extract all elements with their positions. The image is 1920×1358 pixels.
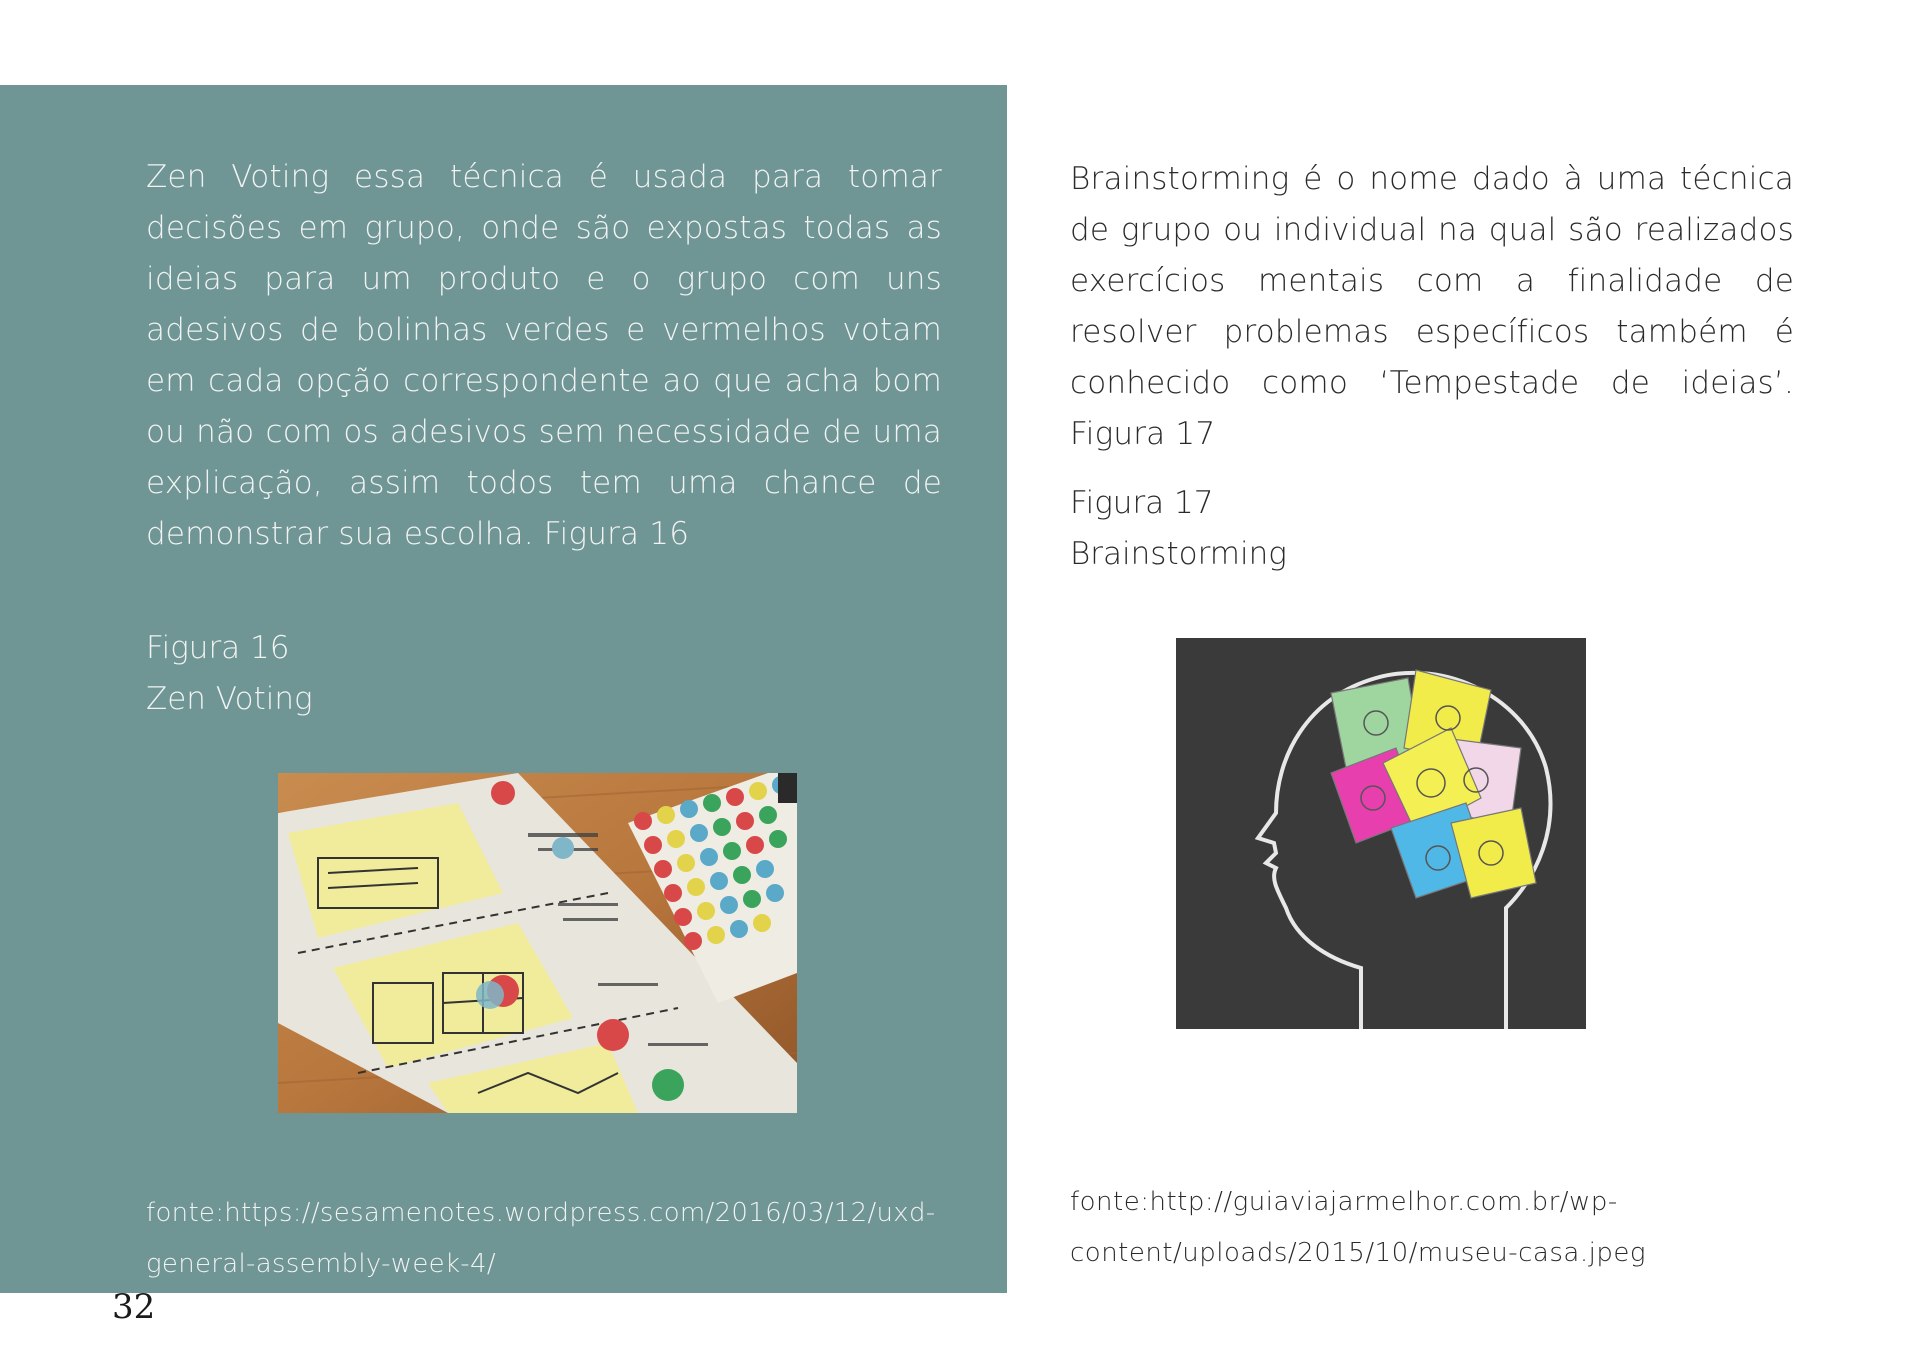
figure-16-source: fonte:https://sesamenotes.wordpress.com/2016/03/12/uxd-general-assembly-week-4/ — [146, 1198, 936, 1279]
brainstorming-paragraph: Brainstorming é o nome dado à uma técnica de grupo ou individual na qual são realizados exercícios mentais com a finalidade de resolver problemas específicos também é conhecido como ‘Tempestade de ideias’. Figura 17 — [1070, 161, 1794, 452]
figure-17-title: Brainstorming — [1070, 536, 1287, 572]
figure-16-title: Zen Voting — [146, 681, 313, 717]
brainstorming-image — [1176, 638, 1586, 1029]
figure-16-number: Figura 16 — [146, 630, 290, 666]
page-number: 32 — [112, 1287, 156, 1327]
figure-17-number: Figura 17 — [1070, 485, 1214, 521]
zen-voting-paragraph: Zen Voting essa técnica é usada para tomar decisões em grupo, onde são expostas todas as ideias para um produto e o grupo com uns adesivos de bolinhas verdes e vermelhos votam em cada opção correspondente ao que acha bom ou não com os adesivos sem necessidade de uma explicação, assim todos tem uma chance de demonstrar sua escolha. Figura 16 — [146, 159, 942, 552]
figure-17-source: fonte:http://guiaviajarmelhor.com.br/wp-content/uploads/2015/10/museu-casa.jpeg — [1070, 1187, 1646, 1268]
figure-17-caption — [1070, 478, 1570, 580]
figure-16-caption — [146, 623, 646, 725]
zen-voting-photo — [278, 773, 797, 1113]
